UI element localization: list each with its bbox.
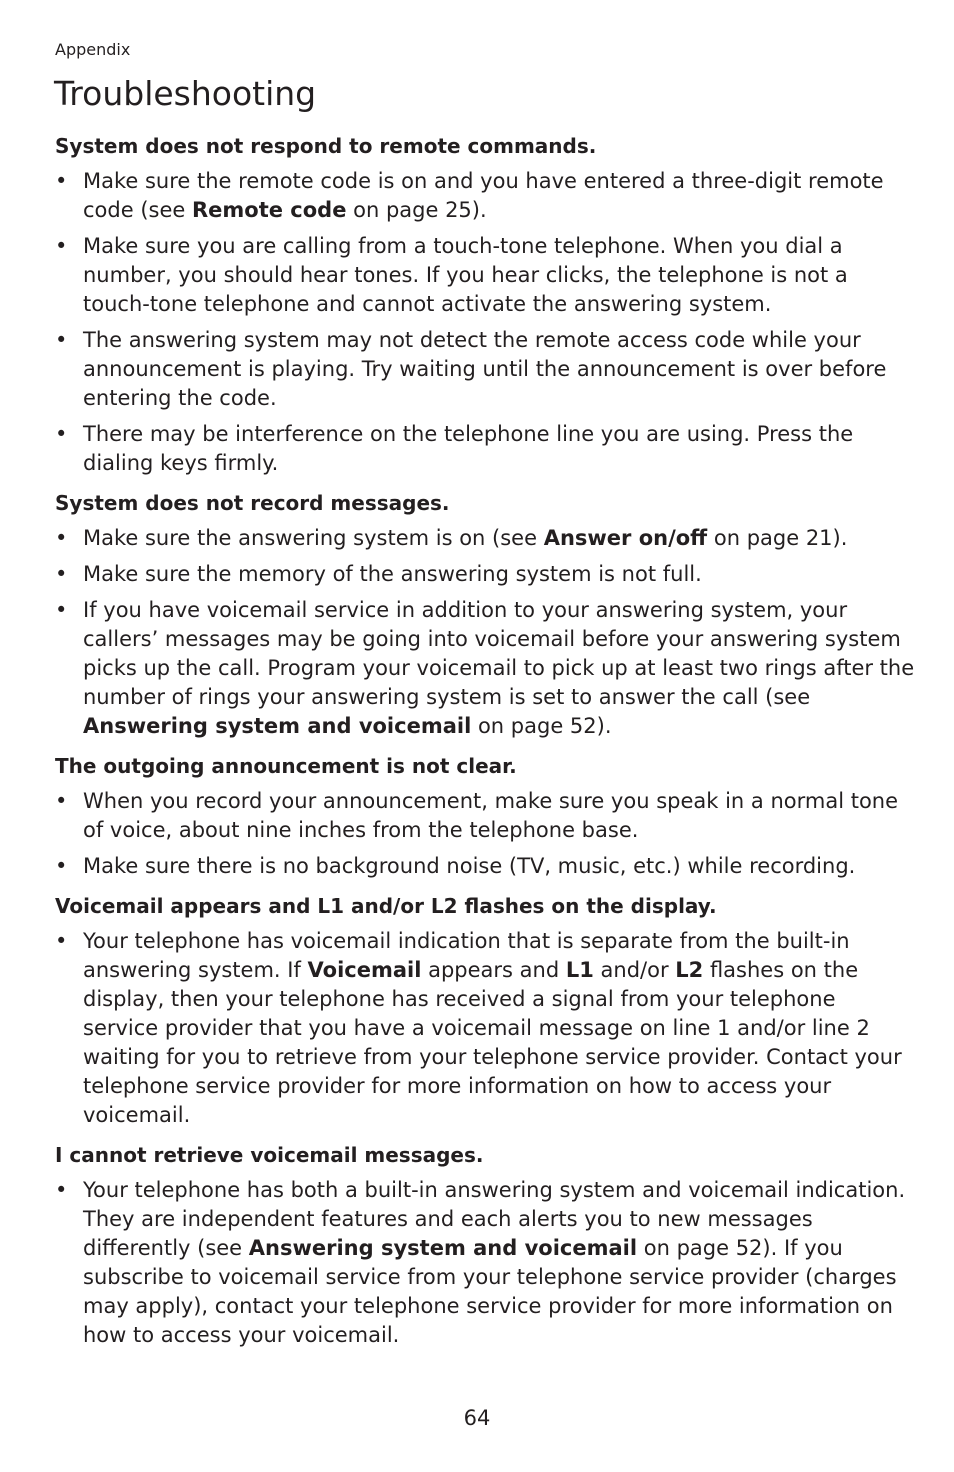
text-run: and/or bbox=[593, 958, 676, 982]
list-item bbox=[55, 596, 915, 741]
text-run: Your telephone has voicemail indication that is separate from the built-in answering system. If bbox=[83, 929, 850, 982]
bullet-list bbox=[55, 1176, 915, 1350]
bold-reference: Remote code bbox=[191, 198, 347, 222]
text-run: Make sure the memory of the answering system is not full. bbox=[83, 562, 702, 586]
text-run: Make sure you are calling from a touch-tone telephone. When you dial a number, you should hear tones. If you hear clicks, the telephone is not a touch-tone telephone and cannot activate the answering system. bbox=[83, 234, 848, 316]
text-run: Make sure the remote code is on and you have entered a three-digit remote code (see bbox=[83, 169, 884, 222]
bold-reference: L1 bbox=[565, 958, 594, 982]
breadcrumb: Appendix bbox=[55, 40, 131, 59]
text-run: Your telephone has both a built-in answering system and voicemail indication. They are independent features and each alerts you to new messages differently (see bbox=[83, 1178, 906, 1260]
list-item bbox=[55, 560, 915, 589]
bold-reference: Answering system and voicemail bbox=[83, 714, 472, 738]
text-run: on page 25). bbox=[346, 198, 487, 222]
text-run: on page 21). bbox=[707, 526, 848, 550]
list-item bbox=[55, 524, 915, 553]
list-item bbox=[55, 1176, 915, 1350]
text-run: There may be interference on the telephone line you are using. Press the dialing keys firmly. bbox=[83, 422, 854, 475]
page-number: 64 bbox=[463, 1406, 491, 1430]
text-run: Make sure there is no background noise (TV, music, etc.) while recording. bbox=[83, 854, 856, 878]
bullet-list bbox=[55, 927, 915, 1130]
bullet-list bbox=[55, 167, 915, 478]
list-item bbox=[55, 927, 915, 1130]
text-run: If you have voicemail service in addition to your answering system, your callers’ messages may be going into voicemail before your answering system picks up the call. Program your voicemail to pick up at least two rings after the number of rings your answering system is set to answer the call (see bbox=[83, 598, 915, 709]
list-item bbox=[55, 787, 915, 845]
bold-reference: Answer on/off bbox=[543, 526, 708, 550]
text-run: The answering system may not detect the remote access code while your announcement is playing. Try waiting until the announcement is over before entering the code. bbox=[83, 328, 887, 410]
list-item bbox=[55, 852, 915, 881]
bullet-list bbox=[55, 524, 915, 741]
text-run: flashes on the display, then your telephone has received a signal from your telephone service provider that you have a voicemail message on line 1 and/or line 2 waiting for you to retrieve from your telephone service provider. Contact your telephone service provider for more information on how to access your voicemail. bbox=[83, 958, 902, 1127]
section-heading: I cannot retrieve voicemail messages. bbox=[55, 1143, 484, 1167]
page-title: Troubleshooting bbox=[54, 74, 317, 113]
section-heading: The outgoing announcement is not clear. bbox=[55, 754, 517, 778]
text-run: Make sure the answering system is on (see bbox=[83, 526, 544, 550]
bold-reference: Answering system and voicemail bbox=[248, 1236, 638, 1260]
troubleshooting-content bbox=[55, 132, 915, 1361]
text-run: on page 52). If you subscribe to voicemail service from your telephone service provider (charges may apply), contact your telephone service provider for more information on how to access your voicemail. bbox=[83, 1236, 897, 1347]
bullet-list bbox=[55, 787, 915, 881]
section-heading: System does not record messages. bbox=[55, 491, 450, 515]
list-item bbox=[55, 326, 915, 413]
bold-reference: L2 bbox=[675, 958, 704, 982]
list-item bbox=[55, 167, 915, 225]
list-item bbox=[55, 420, 915, 478]
bold-reference: Voicemail bbox=[307, 958, 422, 982]
text-run: on page 52). bbox=[471, 714, 612, 738]
list-item bbox=[55, 232, 915, 319]
text-run: appears and bbox=[421, 958, 566, 982]
text-run: When you record your announcement, make sure you speak in a normal tone of voice, about nine inches from the telephone base. bbox=[83, 789, 899, 842]
section-heading: Voicemail appears and L1 and/or L2 flashes on the display. bbox=[55, 894, 717, 918]
section-heading: System does not respond to remote commands. bbox=[55, 134, 597, 158]
